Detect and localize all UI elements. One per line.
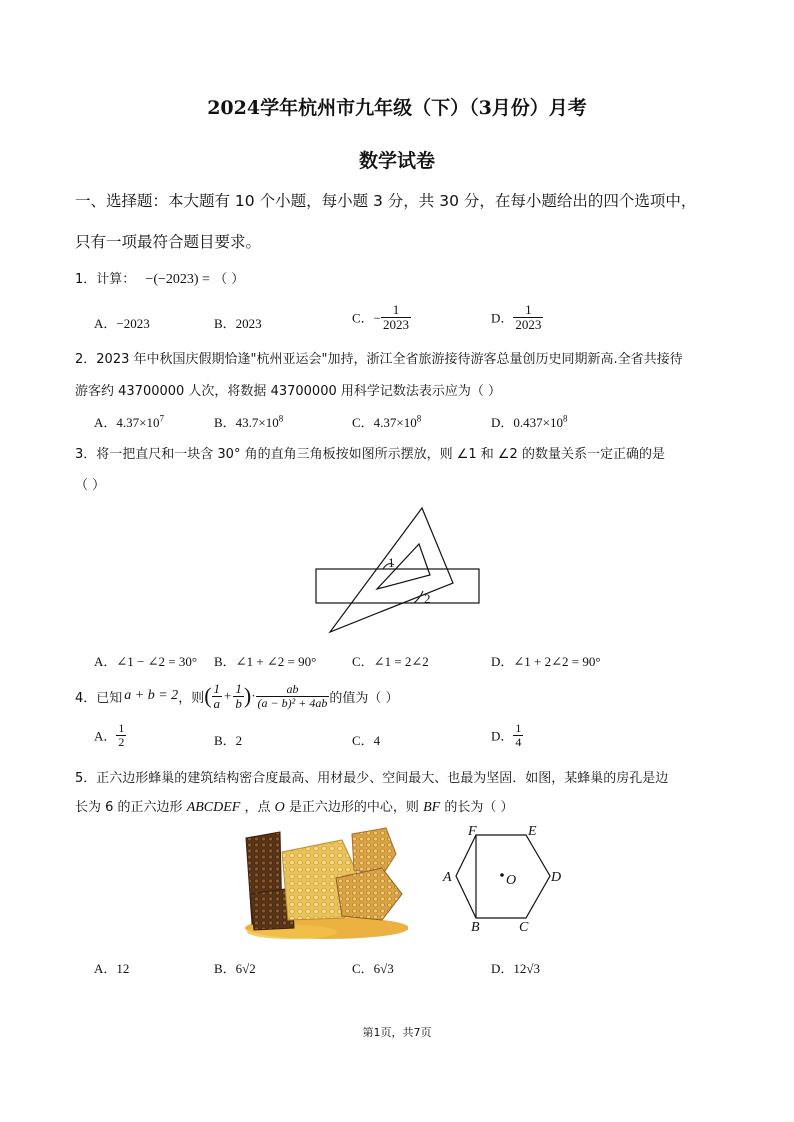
q5-option-a: A．12 — [94, 961, 130, 976]
q4-tail: 的值为（ ） — [329, 690, 399, 706]
q2-option-c-text: C．4.37×10 — [352, 415, 417, 430]
section-heading-line1: 一、选择题：本大题有 10 个小题，每小题 3 分，共 30 分，在每小题给出的四个选项中， — [75, 192, 697, 210]
q4-right-paren: ) — [243, 683, 252, 708]
question-5-line1: 5．正六边形蜂巢的建筑结构密合度最高、用材最少、空间最大、也最为坚固．如图，某蜂巢的房孔是边 — [75, 771, 669, 786]
q4-option-a — [94, 722, 126, 748]
vertex-e-label: E — [528, 824, 537, 839]
q1-expression: −(−2023) = — [145, 272, 210, 287]
vertex-d-label: D — [551, 870, 562, 885]
hexagon-outline — [456, 835, 550, 918]
q2-option-c-exponent: 8 — [416, 413, 422, 424]
q5-option-b: B．6√2 — [214, 961, 256, 976]
q1-option-a: A．−2023 — [94, 316, 150, 331]
q4-condition: a + b = 2 — [124, 688, 179, 703]
q1-option-d-numerator: 1 — [513, 303, 543, 318]
q2-option-a-text: A．4.37×10 — [94, 415, 160, 430]
angle-2-label: 2 — [424, 591, 431, 606]
q4-fraction-3 — [256, 683, 330, 709]
q4-option-a-numerator: 1 — [118, 721, 125, 735]
question-1 — [75, 269, 244, 291]
q2-option-a — [94, 412, 164, 431]
q1-option-c-denominator: 2023 — [383, 316, 410, 332]
question-4 — [75, 676, 398, 716]
q4-option-a-denominator: 2 — [118, 734, 125, 749]
q3-option-b: B．∠1 + ∠2 = 90° — [214, 654, 317, 669]
q2-option-d-exponent: 8 — [562, 413, 568, 424]
section-heading-line2: 只有一项最符合题目要求。 — [75, 233, 262, 251]
triangle-outer — [330, 508, 453, 632]
q3-option-a: A．∠1 − ∠2 = 30° — [94, 654, 198, 669]
q4-option-d — [491, 722, 523, 748]
exam-title: 2024学年杭州市九年级（下）（3月份）月考 — [207, 97, 587, 119]
q1-blank: （ ） — [214, 272, 245, 287]
center-o-label: O — [506, 873, 517, 888]
q4-fraction-2-numerator: 1 — [235, 680, 242, 696]
q5-line2-mid2: 是正六边形的中心，则 — [288, 800, 419, 815]
exam-subtitle: 数学试卷 — [358, 150, 435, 172]
q2-option-b-text: B．43.7×10 — [214, 415, 279, 430]
q4-fraction-1 — [212, 682, 223, 710]
vertex-b-label: B — [471, 920, 480, 934]
q5-line2-pre: 长为 6 的正六边形 — [75, 800, 183, 815]
q1-option-d-denominator: 2023 — [515, 316, 542, 332]
q2-option-d — [491, 412, 567, 431]
q2-option-a-exponent: 7 — [159, 413, 164, 424]
question-2-line2: 游客约 43700000 人次，将数据 43700000 用科学记数法表示应为（ ） — [75, 384, 501, 399]
q4-fraction-3-numerator: ab — [256, 683, 330, 697]
q4-option-c: C．4 — [352, 733, 381, 748]
vertex-a-label: A — [443, 870, 452, 885]
ruler-triangle-figure — [310, 505, 490, 640]
question-5-line2 — [75, 796, 513, 816]
question-3-line1: 3．将一把直尺和一块含 30° 角的直角三角板按如图所示摆放，则 ∠1 和 ∠2 的数量关系一定正确的是 — [75, 447, 665, 462]
question-2-line1: 2．2023 年中秋国庆假期恰逢"杭州亚运会"加持，浙江全省旅游接待游客总量创历史同期新高.全省共接待 — [75, 352, 683, 367]
q1-option-c-label: C．− — [352, 310, 382, 326]
q4-option-b: B．2 — [214, 733, 243, 748]
honeycomb-photo — [232, 824, 408, 942]
q2-option-c — [352, 412, 421, 431]
q5-line2-mid: ，点 — [244, 800, 271, 815]
q1-option-c-numerator: 1 — [381, 303, 411, 318]
page-footer: 第1页，共7页 — [362, 1026, 432, 1039]
hexagon-figure — [440, 824, 570, 934]
q1-option-d-label: D． — [491, 310, 514, 326]
q5-option-c: C．6√3 — [352, 961, 394, 976]
vertex-c-label: C — [519, 920, 529, 934]
q5-center-point: O — [274, 800, 285, 815]
q1-option-b: B．2023 — [214, 316, 262, 331]
q4-fraction-1-numerator: 1 — [213, 680, 221, 696]
q4-then: ，则 — [178, 690, 205, 706]
q4-dot: · — [251, 688, 256, 703]
vertex-f-label: F — [468, 824, 477, 839]
q2-option-b-exponent: 8 — [278, 413, 284, 424]
q4-label: 4．已知 — [75, 690, 123, 706]
q3-option-c: C．∠1 = 2∠2 — [352, 654, 429, 669]
q2-option-d-text: D．0.437×10 — [491, 415, 563, 430]
q1-label: 1．计算： — [75, 272, 136, 287]
q4-option-a-label: A． — [94, 728, 117, 744]
q1-option-c — [352, 303, 411, 331]
q5-option-d: D．12√3 — [491, 961, 541, 976]
q2-option-b — [214, 412, 283, 431]
q5-segment: BF — [423, 800, 441, 815]
ruler-shape — [316, 569, 479, 603]
center-point-o — [500, 873, 504, 877]
angle-1-label: 1 — [388, 555, 395, 570]
q4-fraction-2-denominator: b — [235, 695, 242, 711]
q1-option-d — [491, 303, 543, 331]
q4-fraction-2 — [233, 682, 244, 710]
q4-left-paren: ( — [204, 683, 212, 708]
q3-option-d: D．∠1 + 2∠2 = 90° — [491, 654, 601, 669]
q5-hexagon-name: ABCDEF — [186, 800, 241, 815]
q4-option-d-label: D． — [491, 728, 514, 744]
question-3-line2: （ ） — [75, 478, 106, 493]
q4-option-d-numerator: 1 — [515, 721, 522, 735]
q4-fraction-3-denominator: (a − b)² + 4ab — [257, 695, 328, 710]
q4-option-d-denominator: 4 — [515, 734, 522, 749]
q4-plus: + — [224, 688, 232, 703]
q5-line2-post: 的长为（ ） — [444, 800, 514, 815]
q4-fraction-1-denominator: a — [213, 695, 221, 711]
